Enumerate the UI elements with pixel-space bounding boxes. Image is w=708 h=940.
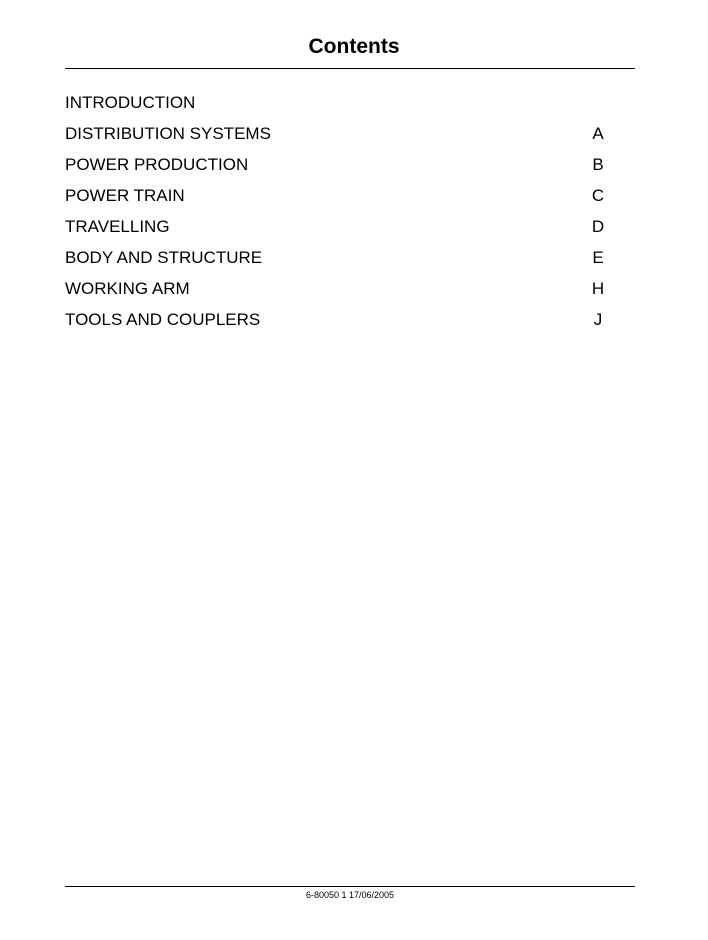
toc-entry-section-letter: E	[592, 247, 604, 267]
toc-entry-section-letter: C	[591, 185, 605, 205]
toc-entry-label: POWER PRODUCTION	[65, 154, 249, 174]
toc-entry-section-letter: H	[591, 278, 605, 298]
toc-entry-body-and-structure[interactable]	[65, 242, 610, 273]
toc-entry-section-letter: D	[591, 216, 605, 236]
toc-entry-power-train[interactable]	[65, 180, 610, 211]
toc-entry-label: POWER TRAIN	[65, 185, 185, 205]
page-footer: 6-80050 1 17/06/2005	[305, 890, 395, 900]
toc-entry-label: INTRODUCTION	[65, 92, 196, 112]
toc-entry-label: TRAVELLING	[65, 216, 170, 236]
toc-entry-section-letter: A	[592, 123, 604, 143]
toc-entry-label: DISTRIBUTION SYSTEMS	[65, 123, 271, 143]
toc-entry-label: BODY AND STRUCTURE	[65, 247, 263, 267]
toc-entry-label: WORKING ARM	[65, 278, 190, 298]
toc-entry-section-letter: B	[592, 154, 604, 174]
header-divider	[65, 68, 635, 69]
footer-divider	[65, 886, 635, 887]
page-title: Contents	[308, 35, 400, 58]
toc-entry-section-letter: J	[593, 309, 603, 329]
toc-entry-tools-and-couplers[interactable]	[65, 304, 610, 335]
toc-entry-power-production[interactable]	[65, 149, 610, 180]
toc-entry-distribution-systems[interactable]	[65, 118, 610, 149]
table-of-contents	[65, 87, 610, 335]
toc-entry-travelling[interactable]	[65, 211, 610, 242]
toc-entry-working-arm[interactable]	[65, 273, 610, 304]
toc-entry-introduction[interactable]	[65, 87, 610, 118]
toc-entry-label: TOOLS AND COUPLERS	[65, 309, 261, 329]
